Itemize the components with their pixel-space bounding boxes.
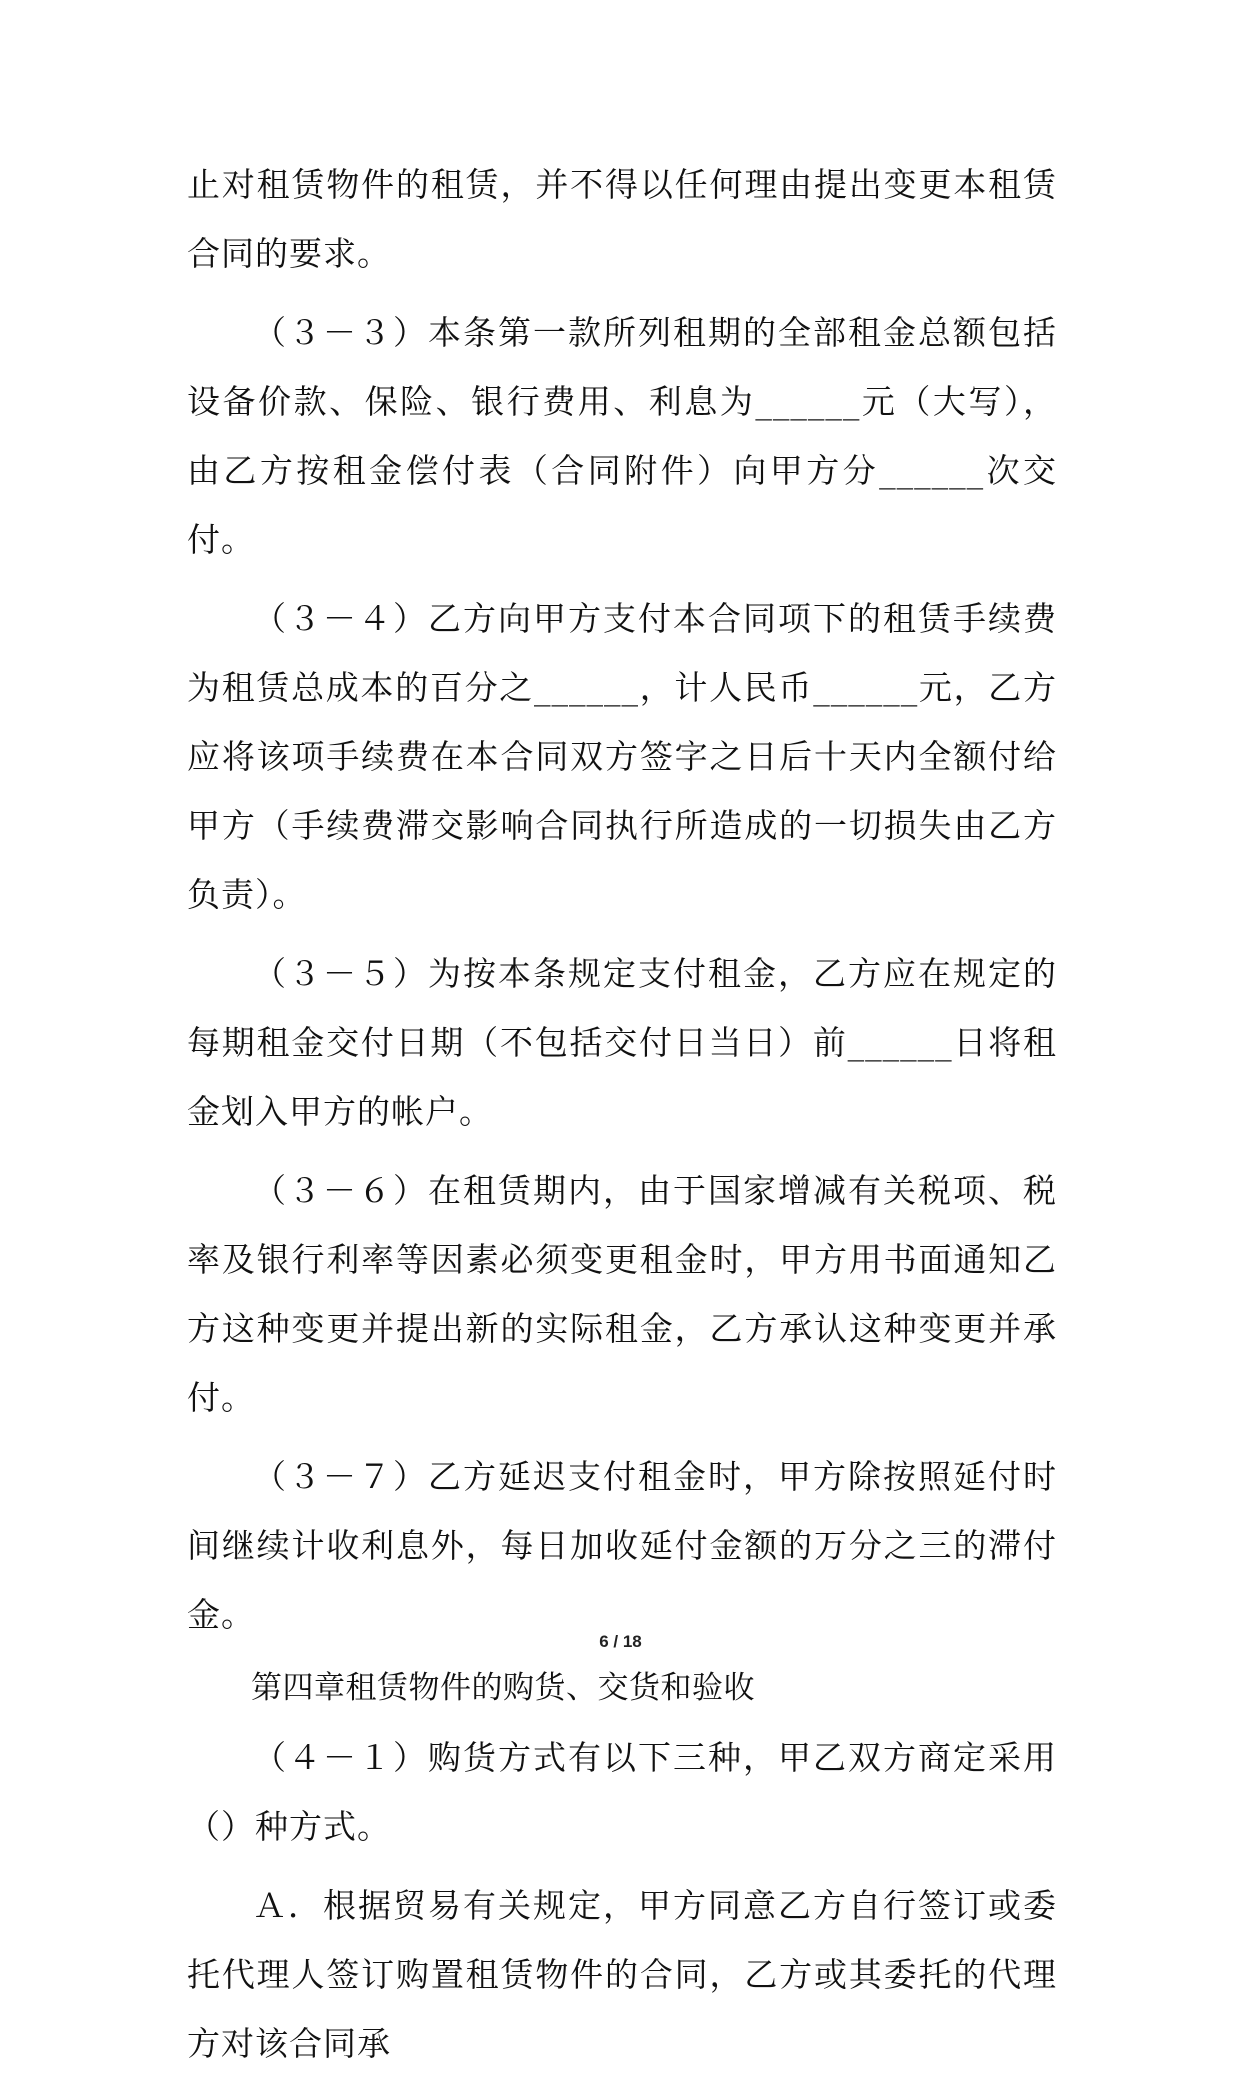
- page-number: 6 / 18: [599, 1632, 642, 1651]
- paragraph-option-a: Ａ．根据贸易有关规定，甲方同意乙方自行签订或委托代理人签订购置租赁物件的合同，乙方或其委托的代理方对该合同承: [187, 1886, 1057, 2063]
- paragraph-clause-3-4: （３－４）乙方向甲方支付本合同项下的租赁手续费为租赁总成本的百分之______，计人民币______元，乙方应将该项手续费在本合同双方签字之日后十天内全额付给甲方（手续费滞交影响合同执行所造成的一切损失由乙方负责）。: [187, 599, 1057, 914]
- document-body: [187, 150, 1057, 2088]
- paragraph-clause-3-3: （３－３）本条第一款所列租期的全部租金总额包括设备价款、保险、银行费用、利息为______元（大写），由乙方按租金偿付表（合同附件）向甲方分______次交付。: [187, 313, 1057, 559]
- paragraph-clause-3-5: （３－５）为按本条规定支付租金，乙方应在规定的每期租金交付日期（不包括交付日当日）前______日将租金划入甲方的帐户。: [187, 954, 1057, 1131]
- paragraph-clause-3-7: （３－７）乙方延迟支付租金时，甲方除按照延付时间继续计收利息外，每日加收延付金额的万分之三的滞付金。: [187, 1457, 1057, 1634]
- paragraph-continuation: 止对租赁物件的租赁，并不得以任何理由提出变更本租赁合同的要求。: [187, 165, 1057, 273]
- paragraph-clause-3-6: （３－６）在租赁期内，由于国家增减有关税项、税率及银行利率等因素必须变更租金时，甲方用书面通知乙方这种变更并提出新的实际租金，乙方承认这种变更并承付。: [187, 1171, 1057, 1417]
- paragraph-clause-4-1: （４－１）购货方式有以下三种，甲乙双方商定采用（）种方式。: [187, 1738, 1057, 1846]
- chapter-heading: 第四章租赁物件的购货、交货和验收: [251, 1670, 755, 1706]
